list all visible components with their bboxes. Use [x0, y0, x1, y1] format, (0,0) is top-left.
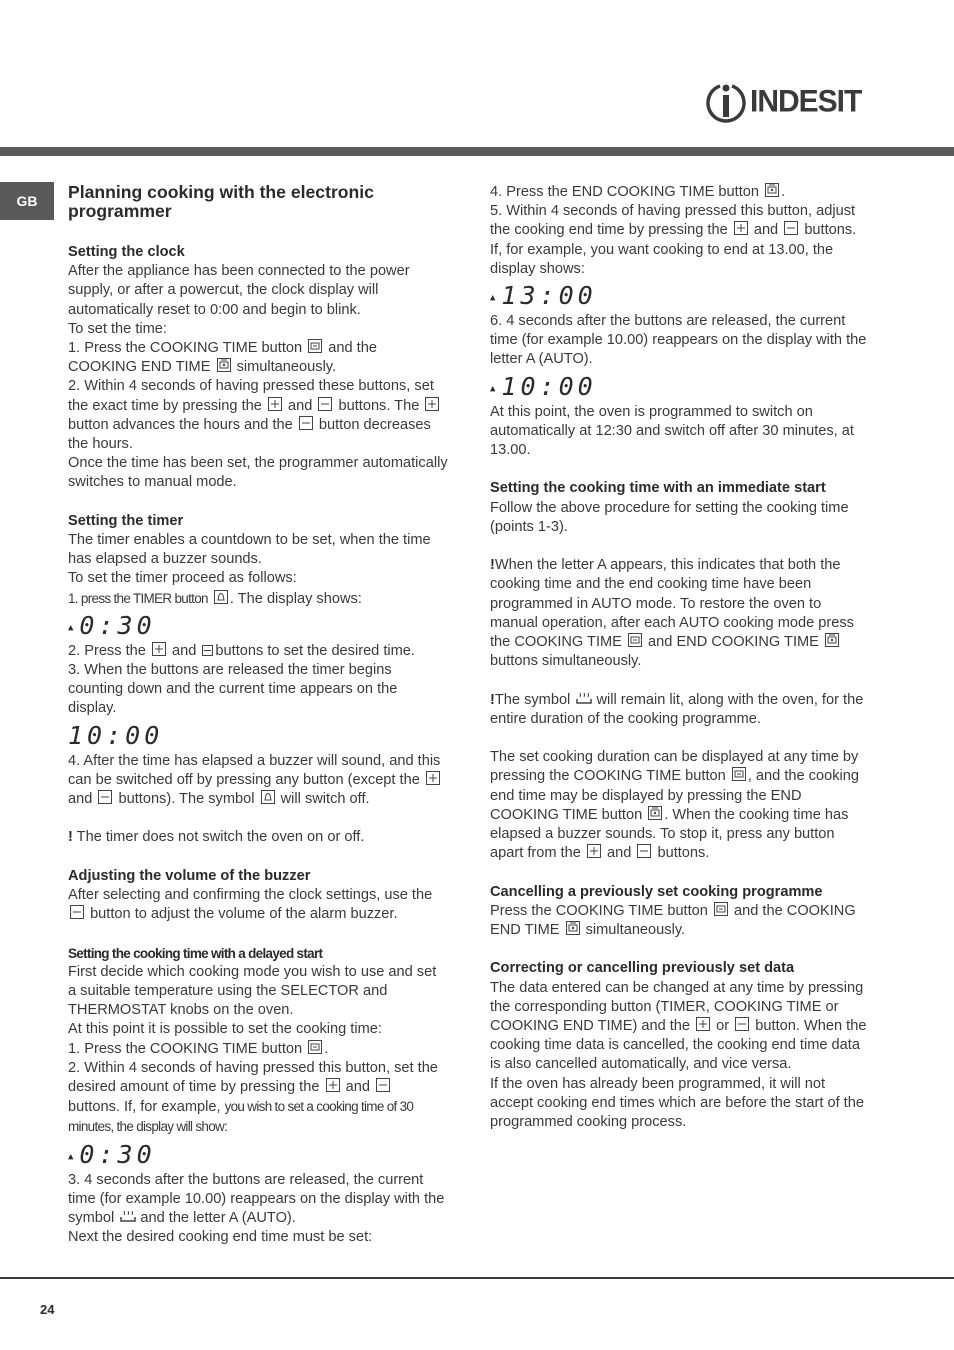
minus-button-icon: [318, 397, 332, 411]
heading-cancel-programme: Cancelling a previously set cooking programme: [490, 883, 823, 900]
header-bar: [0, 147, 954, 156]
delayed-step-2: 2. Within 4 seconds of having pressed this button, set the desired amount of time by pressing the and buttons. If, for example, you wish to set a cooking time of 30 minutes, the display will show:: [68, 1059, 438, 1135]
minus-button-icon: [98, 790, 112, 804]
cooking-symbol-icon: [576, 691, 590, 705]
heading-setting-timer: Setting the timer: [68, 512, 184, 529]
heading-correct-cancel: Correcting or cancelling previously set data: [490, 960, 795, 977]
right-column: [490, 183, 870, 1132]
timer-step-2: 2. Press the and buttons to set the desired time.: [68, 642, 415, 659]
buzzer-text: After selecting and confirming the clock settings, use the button to adjust the volume of the alarm buzzer.: [68, 887, 433, 923]
delayed-intro: First decide which cooking mode you wish to use and set a suitable temperature using the SELECTOR and THERMOSTAT knobs on the oven.: [68, 963, 437, 1019]
plus-button-icon: [425, 397, 439, 411]
cooking-time-icon: [308, 1040, 322, 1054]
page-number: 24: [40, 1302, 55, 1317]
cooking-time-icon: [732, 767, 746, 781]
timer-bell-icon: [261, 790, 275, 804]
heading-delayed-start: Setting the cooking time with a delayed start: [68, 945, 323, 961]
delayed-step-1: 1. Press the COOKING TIME button .: [68, 1040, 329, 1057]
plus-button-icon: [152, 642, 166, 656]
timer-intro: The timer enables a countdown to be set, when the time has elapsed a buzzer sounds.: [68, 532, 431, 568]
heading-setting-clock: Setting the clock: [68, 244, 185, 260]
heading-buzzer-volume: Adjusting the volume of the buzzer: [68, 867, 311, 884]
warning-mark-icon: !: [490, 557, 495, 574]
cooking-symbol-icon: [120, 1209, 134, 1223]
plus-button-icon: [326, 1078, 340, 1092]
clock-step-2: 2. Within 4 seconds of having pressed these buttons, set the exact time by pressing the and buttons. The button advances the hours and the button decreases the hours.: [68, 377, 448, 454]
display-10-00: ▲ 10:00: [490, 371, 597, 401]
auto-mode-note: !When the letter A appears, this indicates that both the cooking time and the end cooking time have been programmed in AUTO mode. To restore the oven to manual operation, after each AUTO cooking mode press the COOKING TIME and END COOKING TIME buttons simultaneously.: [490, 557, 854, 670]
timer-bell-icon: [214, 590, 228, 604]
heading-immediate-start: Setting the cooking time with an immediate start: [490, 480, 826, 497]
clock-intro: After the appliance has been connected to the power supply, or after a powercut, the clock display will automatically reset to 0:00 and begin to blink.: [68, 263, 410, 318]
cooking-end-time-icon: [566, 921, 580, 935]
minus-button-icon: [784, 221, 798, 235]
timer-step-4: 4. After the time has elapsed a buzzer will sound, and this can be switched off by pressing any button (except the and buttons). The symbol will switch off.: [68, 752, 441, 808]
plus-button-icon: [734, 221, 748, 235]
display-timer-10-00: 10:00: [68, 720, 164, 750]
footer-rule: [0, 1277, 954, 1279]
indesit-logo-mark-icon: [706, 80, 746, 124]
minus-button-icon: [202, 645, 213, 656]
immediate-text: Follow the above procedure for setting the cooking time (points 1-3).: [490, 499, 849, 535]
plus-button-icon: [268, 397, 282, 411]
minus-button-icon: [376, 1078, 390, 1092]
left-column: [68, 183, 448, 1247]
step-5-adjust-end: 5. Within 4 seconds of having pressed this button, adjust the cooking end time by pressing the and buttons. If, for example, you want cooking to end at 13.00, the display shows:: [490, 203, 857, 277]
minus-button-icon: [637, 844, 651, 858]
cooking-time-icon: [714, 902, 728, 916]
plus-button-icon: [426, 771, 440, 785]
delayed-at-this-point: At this point it is possible to set the cooking time:: [68, 1021, 382, 1038]
cooking-end-time-icon: [765, 183, 779, 197]
cooking-end-time-icon: [217, 358, 231, 372]
timer-proceed: To set the timer proceed as follows:: [68, 570, 297, 587]
minus-button-icon: [735, 1017, 749, 1031]
timer-note: ! The timer does not switch the oven on or off.: [68, 829, 365, 846]
display-timer-0-30: ▲ 0:30: [68, 610, 156, 640]
display-13-00: ▲ 13:00: [490, 281, 597, 311]
plus-button-icon: [696, 1017, 710, 1031]
cooking-end-time-icon: [648, 806, 662, 820]
programmed-summary: At this point, the oven is programmed to switch on automatically at 12:30 and switch off after 30 minutes, at 13.00.: [490, 403, 854, 459]
timer-step-3: 3. When the buttons are released the timer begins counting down and the current time appears on the display.: [68, 662, 398, 717]
language-tab: GB: [0, 182, 54, 220]
cancel-text: Press the COOKING TIME button and the COOKING END TIME simultaneously.: [490, 902, 856, 939]
duration-display-text: The set cooking duration can be displayed at any time by pressing the COOKING TIME button , and the cooking end time may be displayed by pressing the END COOKING TIME button . When the cooking time has elapsed a buzzer sounds. To stop it, press any button apart from the and buttons.: [490, 749, 859, 862]
delayed-next: Next the desired cooking end time must be set:: [68, 1229, 373, 1246]
cooking-time-icon: [308, 339, 322, 353]
step-4-end-cooking: 4. Press the END COOKING TIME button .: [490, 184, 786, 200]
minus-button-icon: [70, 905, 84, 919]
warning-mark-icon: !: [68, 829, 73, 846]
indesit-wordmark: INDESIT: [750, 84, 862, 119]
correct-text: The data entered can be changed at any time by pressing the corresponding button (TIMER, COOKING TIME or COOKING END TIME) and the or button. When the cooking time data is cancelled, the cooking end time data is also cancelled automatically, and vice versa.: [490, 979, 867, 1073]
symbol-note: !The symbol will remain lit, along with the oven, for the entire duration of the cooking programme.: [490, 691, 864, 727]
correct-text-2: If the oven has already been programmed, it will not accept cooking end times which are before the start of the programmed cooking process.: [490, 1075, 864, 1131]
delayed-step-3: 3. 4 seconds after the buttons are released, the current time (for example 10.00) reappears on the display with the symbol and the letter A (AUTO).: [68, 1171, 445, 1227]
clock-outro: Once the time has been set, the programmer automatically switches to manual mode.: [68, 455, 448, 491]
step-6-current-time: 6. 4 seconds after the buttons are released, the current time (for example 10.00) reappears on the display with the letter A (AUTO).: [490, 313, 867, 368]
cooking-end-time-icon: [825, 633, 839, 647]
page-title: Planning cooking with the electronic programmer: [68, 182, 374, 221]
clock-step-1: 1. Press the COOKING TIME button and the COOKING END TIME simultaneously.: [68, 340, 377, 376]
display-delayed-0-30: ▲ 0:30: [68, 1139, 156, 1169]
minus-button-icon: [299, 416, 313, 430]
plus-button-icon: [587, 844, 601, 858]
clock-to-set: To set the time:: [68, 320, 167, 337]
timer-step-1: 1. press the TIMER button . The display shows:: [68, 590, 362, 607]
indesit-logo: [706, 78, 861, 126]
cooking-time-icon: [628, 633, 642, 647]
warning-mark-icon: !: [490, 691, 495, 708]
